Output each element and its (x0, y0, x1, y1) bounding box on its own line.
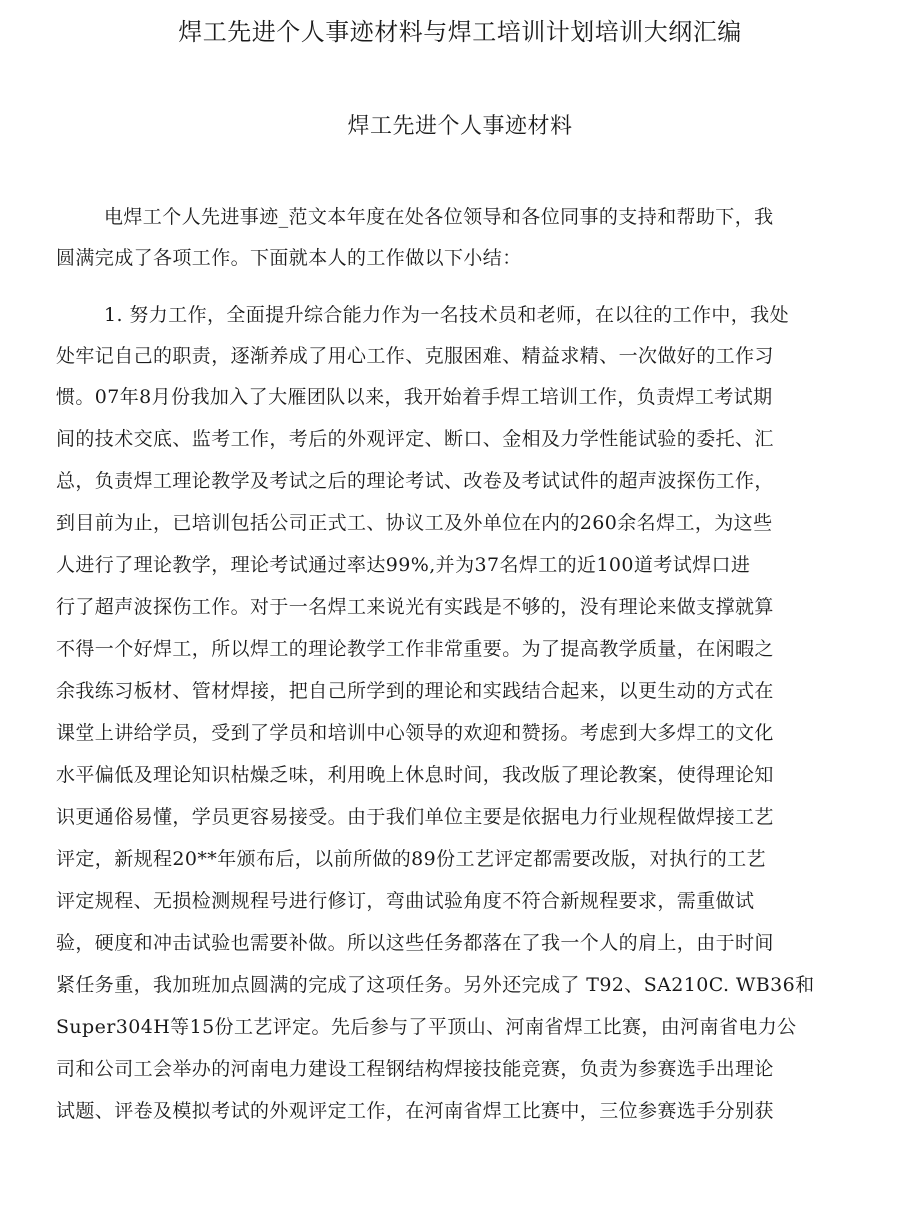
text-line: 行了超声波探伤工作。对于一名焊工来说光有实践是不够的，没有理论来做支撑就算 (56, 596, 774, 618)
text-line: Super304H等15份工艺评定。先后参与了平顶山、河南省焊工比赛，由河南省电力公 (56, 1016, 797, 1038)
text-line: 评定规程、无损检测规程号进行修订，弯曲试验角度不符合新规程要求，需重做试 (56, 890, 755, 912)
text-line: 评定，新规程20**年颁布后，以前所做的89份工艺评定都需要改版，对执行的工艺 (56, 848, 766, 870)
text-line: 余我练习板材、管材焊接，把自己所学到的理论和实践结合起来，以更生动的方式在 (56, 680, 774, 702)
text-line: 不得一个好焊工，所以焊工的理论教学工作非常重要。为了提高教学质量，在闲暇之 (56, 638, 774, 660)
document-title: 焊工先进个人事迹材料与焊工培训计划培训大纲汇编 (178, 18, 742, 46)
text-line: 验，硬度和冲击试验也需要补做。所以这些任务都落在了我一个人的肩上，由于时间 (56, 932, 774, 954)
text-line: 电焊工个人先进事迹_范文本年度在处各位领导和各位同事的支持和帮助下，我 (104, 206, 774, 228)
text-line: 总，负责焊工理论教学及考试之后的理论考试、改卷及考试试件的超声波探伤工作， (56, 470, 774, 492)
text-line: 课堂上讲给学员，受到了学员和培训中心领导的欢迎和赞扬。考虑到大多焊工的文化 (56, 722, 774, 744)
text-line: 人进行了理论教学，理论考试通过率达99%,并为37名焊工的近100道考试焊口进 (56, 554, 751, 576)
text-line: 圆满完成了各项工作。下面就本人的工作做以下小结： (56, 247, 522, 269)
text-line: 司和公司工会举办的河南电力建设工程钢结构焊接技能竞赛，负责为参赛选手出理论 (56, 1058, 774, 1080)
text-line: 惯。07年8月份我加入了大雁团队以来，我开始着手焊工培训工作，负责焊工考试期 (56, 386, 773, 408)
text-line: 水平偏低及理论知识枯燥乏味，利用晚上休息时间，我改版了理论教案，使得理论知 (56, 764, 774, 786)
section-title: 焊工先进个人事迹材料 (347, 114, 573, 139)
text-line: 间的技术交底、监考工作，考后的外观评定、断口、金相及力学性能试验的委托、汇 (56, 428, 774, 450)
text-line: 处牢记自己的职责，逐渐养成了用心工作、克服困难、精益求精、一次做好的工作习 (56, 345, 774, 367)
text-line: 紧任务重，我加班加点圆满的完成了这项任务。另外还完成了 T92、SA210C. WB36和 (56, 974, 815, 996)
text-line: 试题、评卷及模拟考试的外观评定工作，在河南省焊工比赛中，三位参赛选手分别获 (56, 1100, 774, 1122)
text-line: 1. 努力工作，全面提升综合能力作为一名技术员和老师，在以往的工作中，我处 (104, 304, 789, 326)
text-line: 识更通俗易懂，学员更容易接受。由于我们单位主要是依据电力行业规程做焊接工艺 (56, 806, 774, 828)
text-line: 到目前为止，已培训包括公司正式工、协议工及外单位在内的260余名焊工，为这些 (56, 512, 773, 534)
